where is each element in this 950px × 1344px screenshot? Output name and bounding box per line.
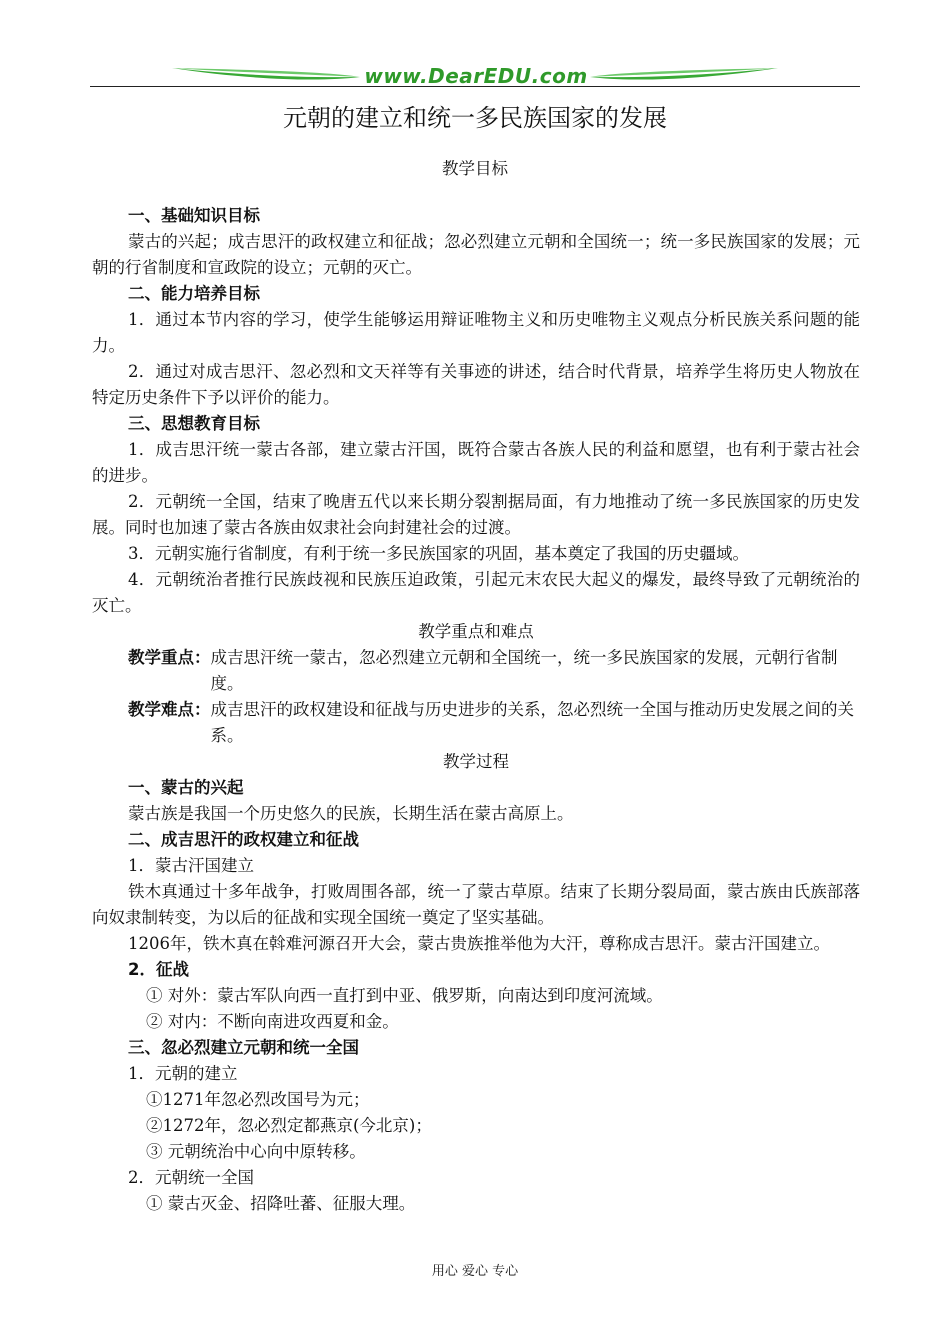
- subheading: 1．蒙古汗国建立: [128, 856, 254, 875]
- list-item: ①1271年忽必烈改国号为元；: [146, 1090, 370, 1109]
- paragraph: 4．元朝统治者推行民族歧视和民族压迫政策，引起元末农民大起义的爆发，最终导致了元朝统治的灭亡。: [92, 570, 860, 615]
- difficulty-text: 成吉思汗的政权建设和征战与历史进步的关系，忽必烈统一全国与推动历史发展之间的关系。: [210, 700, 854, 745]
- heading-kublai: 三、忽必烈建立元朝和统一全国: [128, 1038, 359, 1057]
- header-rule: [90, 86, 860, 87]
- subheading: 1．元朝的建立: [128, 1064, 238, 1083]
- section-heading-process: 教学过程: [443, 752, 509, 771]
- list-item: ① 蒙古灭金、招降吐蕃、征服大理。: [146, 1194, 416, 1213]
- paragraph: 蒙古的兴起；成吉思汗的政权建立和征战；忽必烈建立元朝和全国统一；统一多民族国家的发展；元朝的行省制度和宣政院的设立；元朝的灭亡。: [92, 232, 860, 277]
- paragraph: 2．元朝统一全国，结束了晚唐五代以来长期分裂割据局面，有力地推动了统一多民族国家的历史发展。同时也加速了蒙古各族由奴隶社会向封建社会的过渡。: [92, 492, 860, 537]
- key-point-text: 成吉思汗统一蒙古，忽必烈建立元朝和全国统一，统一多民族国家的发展，元朝行省制度。: [210, 648, 838, 693]
- paragraph: 1．成吉思汗统一蒙古各部，建立蒙古汗国，既符合蒙古各族人民的利益和愿望，也有利于蒙古社会的进步。: [92, 440, 860, 485]
- page-footer: 用心 爱心 专心: [431, 1264, 519, 1279]
- heading-mongol-rise: 一、蒙古的兴起: [128, 778, 244, 797]
- section-heading-key-points: 教学重点和难点: [418, 622, 534, 641]
- list-item: ③ 元朝统治中心向中原转移。: [146, 1142, 366, 1161]
- heading-genghis: 二、成吉思汗的政权建立和征战: [128, 830, 359, 849]
- paragraph: 1．通过本节内容的学习，使学生能够运用辩证唯物主义和历史唯物主义观点分析民族关系问题的能力。: [92, 310, 860, 355]
- heading-ability: 二、能力培养目标: [128, 284, 260, 303]
- paragraph: 1206年，铁木真在斡难河源召开大会，蒙古贵族推举他为大汗，尊称成吉思汗。蒙古汗国建立。: [128, 934, 830, 953]
- paragraph: 铁木真通过十多年战争，打败周围各部，统一了蒙古草原。结束了长期分裂局面，蒙古族由氏族部落向奴隶制转变，为以后的征战和实现全国统一奠定了坚实基础。: [92, 882, 860, 927]
- document-body: [92, 203, 860, 1217]
- key-point-label: 教学重点：: [128, 648, 211, 667]
- heading-basic-knowledge: 一、基础知识目标: [128, 206, 260, 225]
- subheading: 2．征战: [128, 960, 189, 979]
- paragraph: 3．元朝实施行省制度，有利于统一多民族国家的巩固，基本奠定了我国的历史疆域。: [128, 544, 749, 563]
- difficulty-row: [92, 697, 860, 749]
- site-logo-text: www.DearEDU.com: [364, 64, 588, 88]
- section-heading-goals: 教学目标: [442, 159, 508, 178]
- page-title: 元朝的建立和统一多民族国家的发展: [283, 104, 667, 132]
- key-point-row: [92, 645, 860, 697]
- paragraph: 2．通过对成吉思汗、忽必烈和文天祥等有关事迹的讲述，结合时代背景，培养学生将历史人物放在特定历史条件下予以评价的能力。: [92, 362, 860, 407]
- paragraph: 蒙古族是我国一个历史悠久的民族，长期生活在蒙古高原上。: [128, 804, 574, 823]
- list-item: ② 对内：不断向南进攻西夏和金。: [146, 1012, 399, 1031]
- list-item: ① 对外：蒙古军队向西一直打到中亚、俄罗斯，向南达到印度河流域。: [146, 986, 663, 1005]
- list-item: ②1272年，忽必烈定都燕京(今北京)；: [146, 1116, 432, 1135]
- subheading: 2．元朝统一全国: [128, 1168, 254, 1187]
- heading-ideology: 三、思想教育目标: [128, 414, 260, 433]
- difficulty-label: 教学难点：: [128, 700, 211, 719]
